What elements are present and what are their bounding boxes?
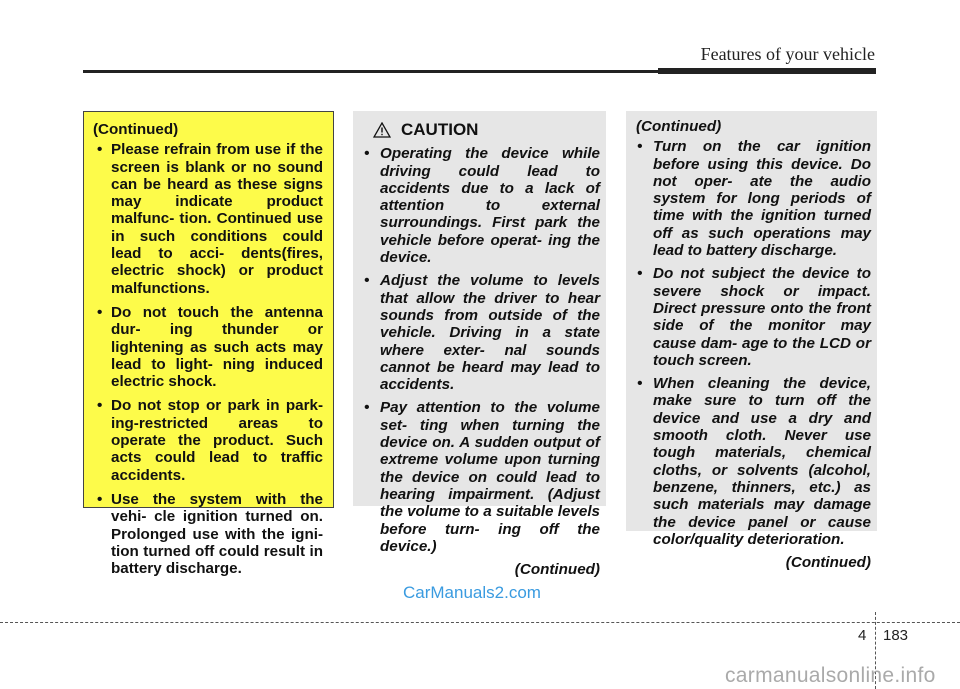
- continued-label: (Continued): [93, 121, 179, 138]
- continued-caution-box: [626, 111, 877, 572]
- list-item: • Please refrain from use if the screen is blank or no sound can be heard as these signs may indicate product malfunc- tion. Continued use in such conditions could lead to acci- dents(fires, electric shock) or product malfunctions.: [93, 141, 323, 297]
- header-rule: [83, 70, 876, 73]
- caution-list: [636, 138, 871, 548]
- list-item: • Pay attention to the volume set- ting when turning the device on. A sudden output of extreme volume upon turning the device on could lead to hearing impairment. (Adjust the volume to a suitable levels before turn- ing off the device.): [363, 399, 600, 555]
- list-item: • Operating the device while driving could lead to accidents due to a lack of attention to external surroundings. First park the vehicle before operat- ing the device.: [363, 145, 600, 266]
- list-item: • Do not subject the device to severe shock or impact. Direct pressure onto the front side of the monitor may cause dam- age to the LCD or touch screen.: [636, 265, 871, 369]
- page-number: 183: [883, 627, 909, 644]
- continued-label: (Continued): [514, 561, 600, 579]
- list-item: • Use the system with the vehi- cle ignition turned on. Prolonged use with the igni- tion turned off could result in battery discharge.: [93, 491, 323, 577]
- continued-notes-box: [83, 111, 334, 578]
- continued-label: (Continued): [785, 554, 871, 572]
- continued-label: (Continued): [636, 118, 722, 135]
- caution-title: CAUTION: [401, 120, 479, 139]
- list-item: • Do not stop or park in park- ing-restricted areas to operate the product. Such acts could lead to traffic accidents.: [93, 397, 323, 483]
- caution-list: [363, 145, 600, 555]
- list-item: • Adjust the volume to levels that allow the driver to hear sounds from outside of the vehicle. Driving in a state where exter- nal sounds cannot be heard may lead to accidents.: [363, 272, 600, 393]
- footer-watermark: carmanualsonline.info: [725, 664, 936, 687]
- caution-heading: [373, 121, 600, 138]
- caution-box: [353, 111, 606, 579]
- site-watermark-logo[interactable]: CarManuals2.com: [403, 583, 541, 602]
- notes-list: [93, 141, 323, 577]
- footer-divider: [0, 622, 960, 623]
- list-item: • Do not touch the antenna dur- ing thunder or lightening as such acts may lead to light- ning induced electric shock.: [93, 304, 323, 390]
- warning-triangle-icon: [373, 122, 391, 138]
- page-header-title: Features of your vehicle: [700, 44, 875, 64]
- list-item: • When cleaning the device, make sure to turn off the device and use a dry and smooth cloth. Never use tough materials, chemical cloths, or solvents (alcohol, benzene, thinners, etc.) as such materials may damage the device panel or cause color/quality deterioration.: [636, 375, 871, 548]
- chapter-number: 4: [858, 627, 867, 644]
- list-item: • Turn on the car ignition before using this device. Do not oper- ate the audio system for long periods of time with the ignition turned off as such operations may lead to battery discharge.: [636, 138, 871, 259]
